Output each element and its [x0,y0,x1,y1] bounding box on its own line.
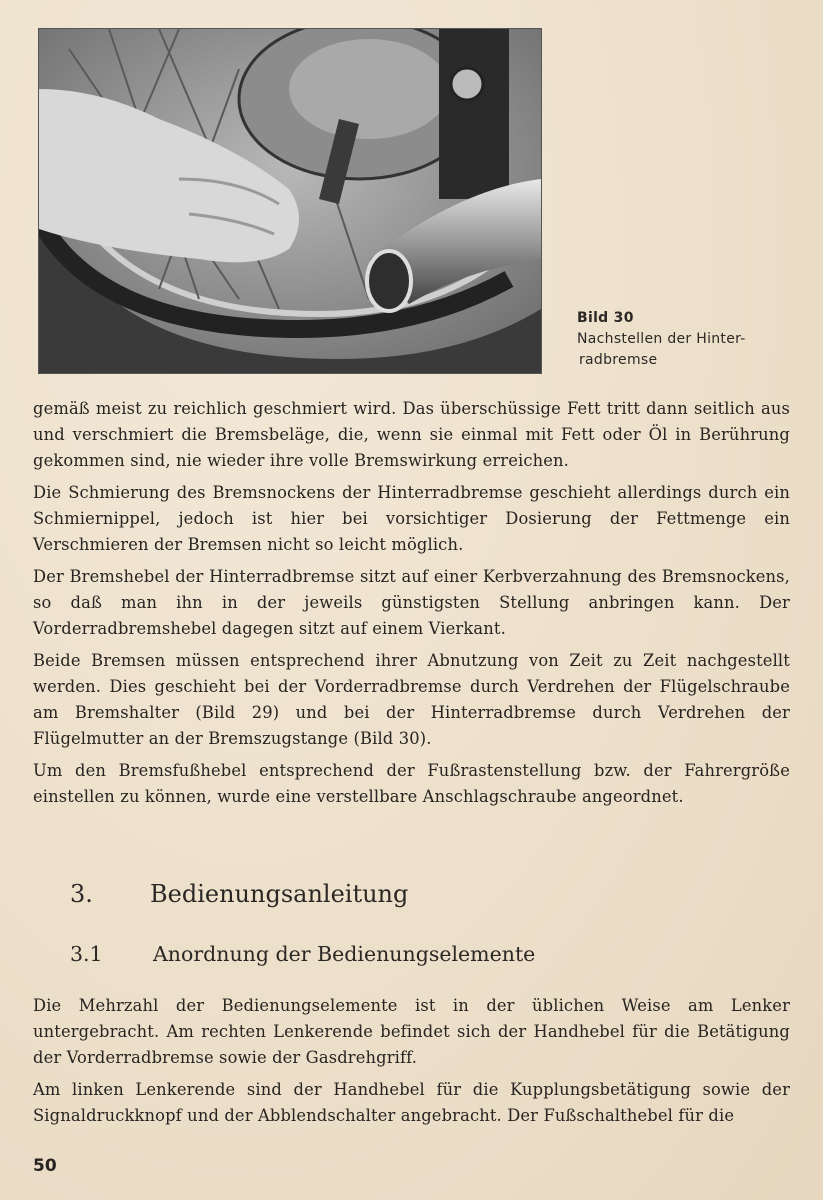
paragraph: Die Schmierung des Bremsnockens der Hinterradbremse geschieht allerdings durch ein Schmiernippel, jedoch ist hier bei vorsichtiger Dosierung der Fettmenge ein Verschmieren der Bremsen nicht so leicht möglich. [33,483,790,554]
subsection-title: Anordnung der Bedienungselemente [153,942,536,966]
section-heading [70,880,408,908]
figure-number: Bild 30 [577,310,634,326]
figure-caption [577,308,807,371]
paragraph: Um den Bremsfußhebel entsprechend der Fußrastenstellung bzw. der Fahrergröße einstellen zu können, wurde eine verstellbare Anschlagschraube angeordnet. [33,761,790,806]
paragraph: Der Bremshebel der Hinterradbremse sitzt auf einer Kerbverzahnung des Bremsnockens, so daß man ihn in der jeweils günstigsten Stellung anbringen kann. Der Vorderradbremshebel dagegen sitzt auf einem Vierkant. [33,567,790,638]
subsection-number: 3.1 [70,942,103,966]
section-title: Bedienungsanleitung [150,880,409,908]
figure-caption-line-2: radbremse [579,352,658,368]
photo-illustration [39,29,541,373]
figure-photo-rear-brake [38,28,542,374]
paragraph: gemäß meist zu reichlich geschmiert wird. Das überschüssige Fett tritt dann seitlich aus und verschmiert die Bremsbeläge, die, wenn sie einmal mit Fett oder Öl in Berührung gekommen sind, nie wieder ihre volle Bremswirkung erreichen. [33,399,790,470]
body-text-bottom [33,993,790,1135]
paragraph: Beide Bremsen müssen entsprechend ihrer Abnutzung von Zeit zu Zeit nachgestellt werden. Dies geschieht bei der Vorderradbremse durch Verdrehen der Flügelschraube am Bremshalter (Bild 29) und bei der Hinterradbremse durch Verdrehen der Flügelmutter an der Bremszugstange (Bild 30). [33,651,790,748]
paragraph: Am linken Lenkerende sind der Handhebel für die Kupplungsbetätigung sowie der Signaldruckknopf und der Abblendschalter angebracht. Der Fußschalthebel für die [33,1080,790,1125]
body-text-top [33,396,790,816]
subsection-heading [70,942,535,966]
section-number: 3. [70,880,93,908]
figure-caption-line-1: Nachstellen der Hinter- [577,331,746,347]
page-number: 50 [33,1156,57,1176]
paragraph: Die Mehrzahl der Bedienungselemente ist in der üblichen Weise am Lenker untergebracht. Am rechten Lenkerende befindet sich der Handhebel für die Betätigung der Vorderradbremse sowie der Gasdrehgriff. [33,996,790,1067]
